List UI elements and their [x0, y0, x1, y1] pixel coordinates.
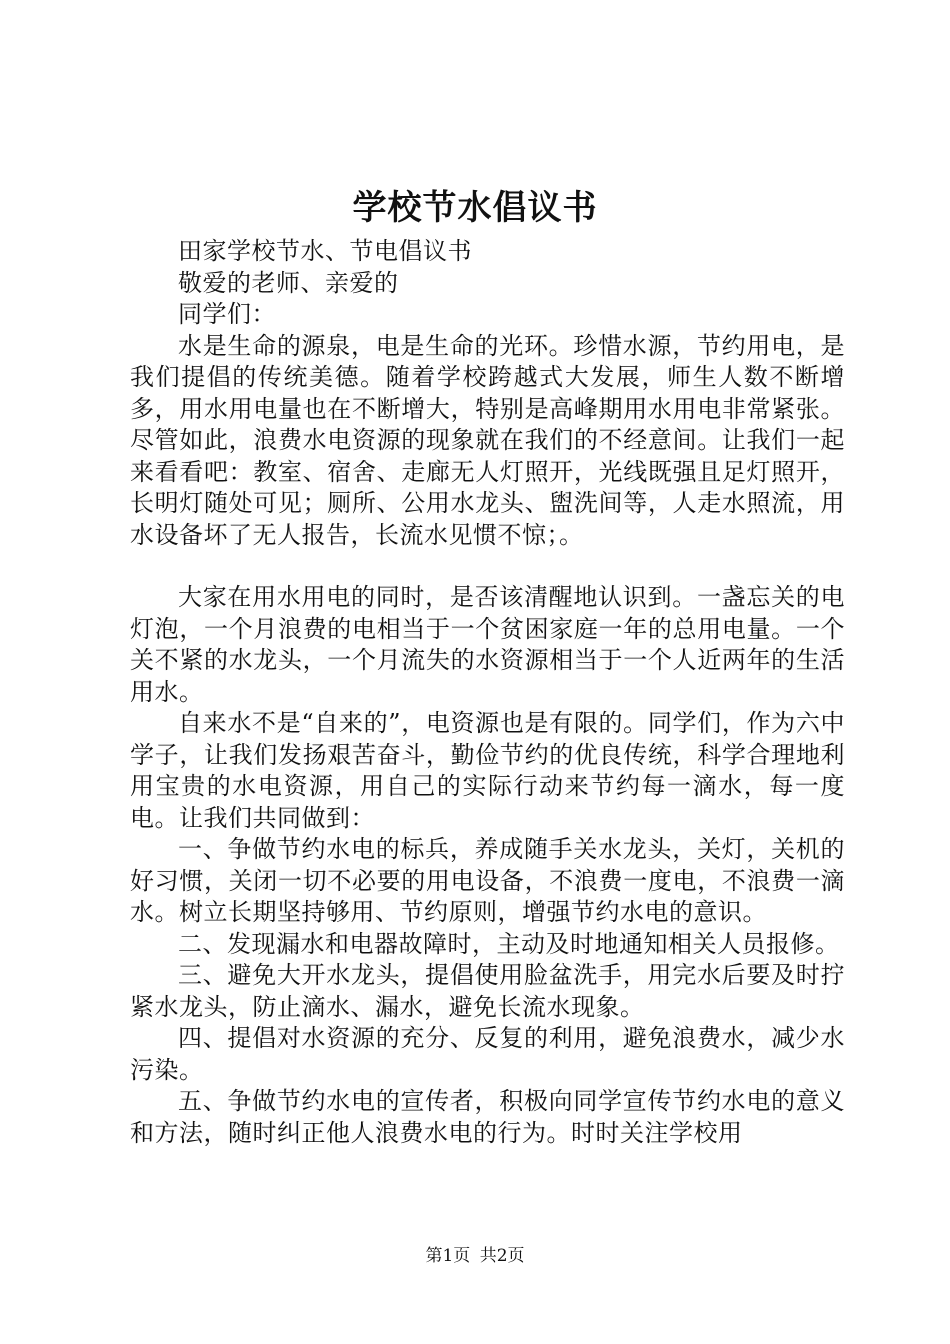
paragraph-item-2: 二、发现漏水和电器故障时，主动及时地通知相关人员报修。 — [178, 929, 840, 958]
paragraph-intro: 水是生命的源泉，电是生命的光环。珍惜水源，节约用电，是我们提倡的传统美德。随着学校跨越式大发展，师生人数不断增多，用水用电量也在不断增大，特别是高峰期用水用电非常紧张。尽管如此，浪费水电资源的现象就在我们的不经意间。让我们一起来看看吧：教室、宿舍、走廊无人灯照开，光线既强且足灯照开，长明灯随处可见；厕所、公用水龙头、盥洗间等，人走水照流，用水设备坏了无人报告，长流水见惯不惊；。 — [130, 331, 845, 549]
paragraph-item-1: 一、争做节约水电的标兵，养成随手关水龙头，关灯，关机的好习惯，关闭一切不必要的用电设备，不浪费一度电，不浪费一滴水。树立长期坚持够用、节约原则，增强节约水电的意识。 — [130, 835, 845, 926]
page-number: 第1页 — [425, 1246, 471, 1266]
page-total: 共2页 — [479, 1246, 525, 1266]
paragraph-item-4: 四、提倡对水资源的充分、反复的利用，避免浪费水，减少水污染。 — [130, 1024, 845, 1084]
paragraph-heading: 田家学校节水、节电倡议书 — [178, 237, 472, 265]
document-title: 学校节水倡议书 — [352, 188, 598, 228]
paragraph-item-3: 三、避免大开水龙头，提倡使用脸盆洗手，用完水后要及时拧紧水龙头，防止滴水、漏水，避免长流水现象。 — [130, 961, 845, 1021]
paragraph-salutation: 敬爱的老师、亲爱的 — [178, 268, 399, 297]
document-body — [130, 236, 845, 1149]
paragraph-call-to-action: 自来水不是“自来的”，电资源也是有限的。同学们，作为六中学子，让我们发扬艰苦奋斗，勤俭节约的优良传统，科学合理地利用宝贵的水电资源，用自己的实际行动来节约每一滴水，每一度电。让我们共同做到： — [130, 709, 845, 832]
paragraph-salutation-cont: 同学们： — [178, 300, 276, 328]
paragraph-awareness: 大家在用水用电的同时，是否该清醒地认识到。一盏忘关的电灯泡，一个月浪费的电相当于一个贫困家庭一年的总用电量。一个关不紧的水龙头，一个月流失的水资源相当于一个人近两年的生活用水。 — [130, 583, 845, 706]
paragraph-item-5: 五、争做节约水电的宣传者，积极向同学宣传节约水电的意义和方法，随时纠正他人浪费水电的行为。时时关注学校用 — [130, 1087, 845, 1147]
page-footer — [0, 1244, 950, 1268]
